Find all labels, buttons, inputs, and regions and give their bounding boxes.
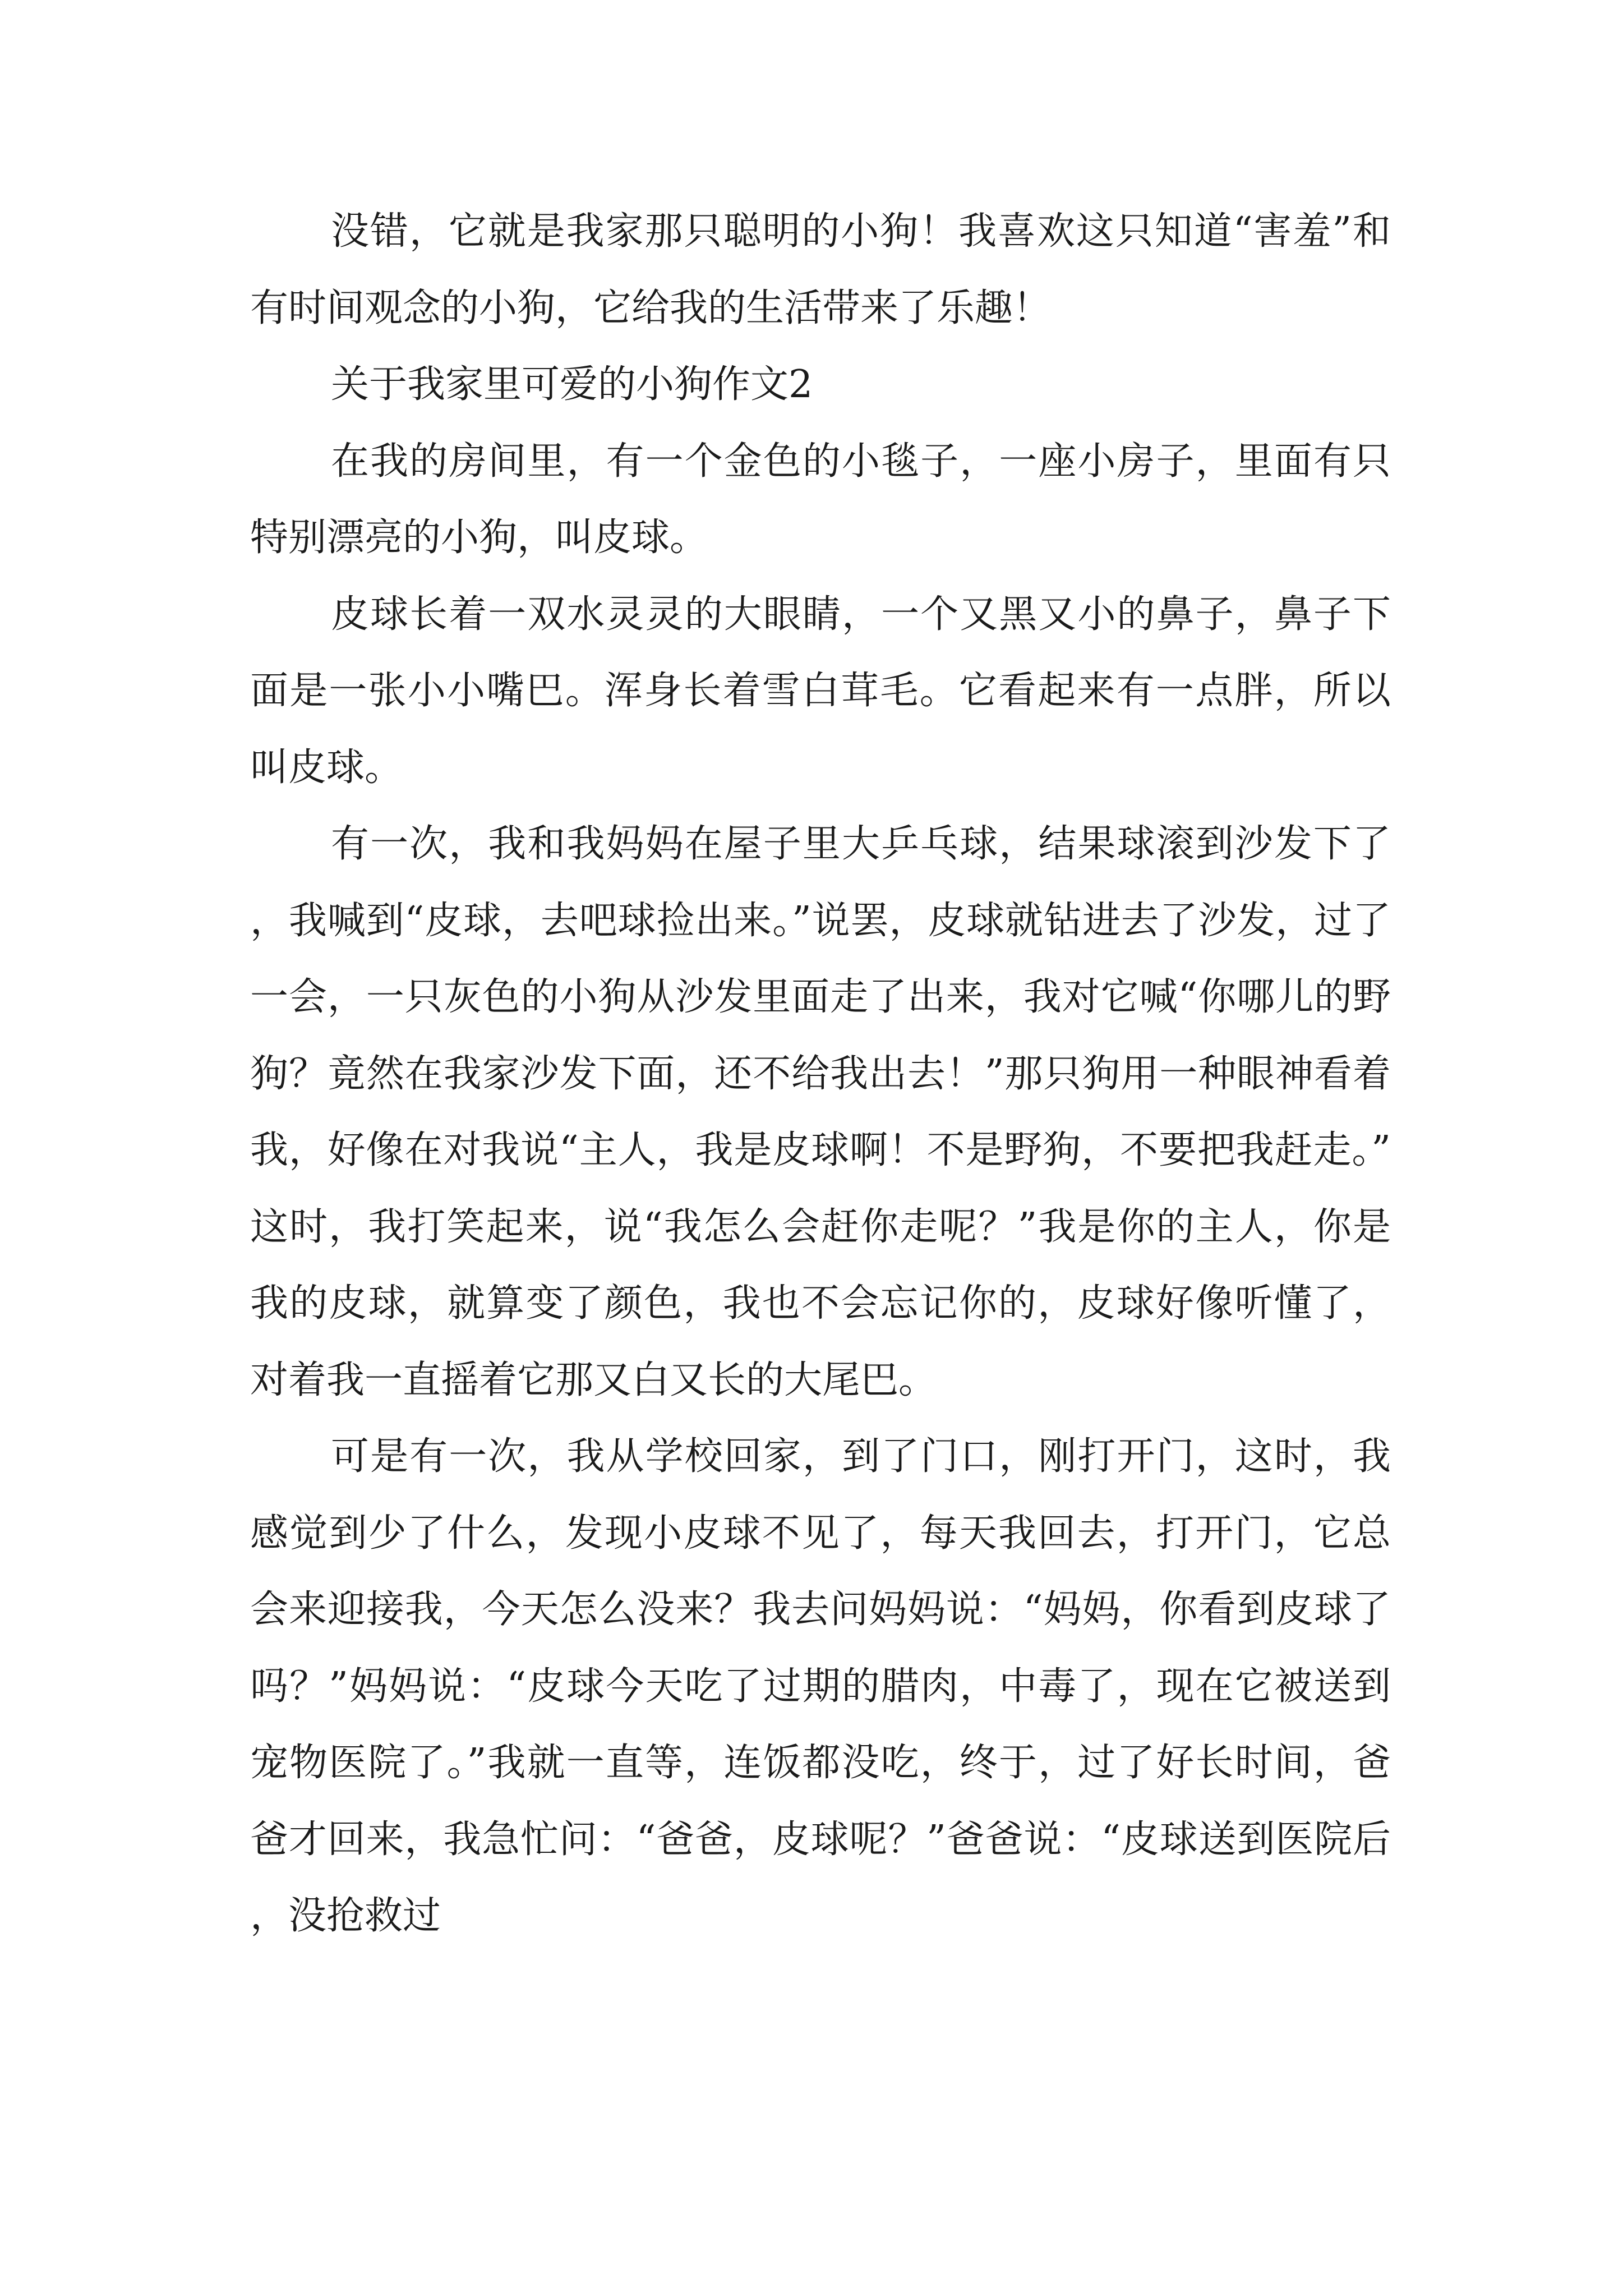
essay-paragraph: 皮球长着一双水灵灵的大眼睛，一个又黑又小的鼻子，鼻子下面是一张小小嘴巴。浑身长着雪白茸毛。它看起来有一点胖，所以叫皮球。 <box>250 592 1391 790</box>
essay-paragraph-closing: 没错，它就是我家那只聪明的小狗！我喜欢这只知道“害羞”和有时间观念的小狗，它给我的生活带来了乐趣！ <box>250 209 1391 330</box>
essay-paragraph: 在我的房间里，有一个金色的小毯子，一座小房子，里面有只特别漂亮的小狗，叫皮球。 <box>250 439 1391 560</box>
essay-title: 关于我家里可爱的小狗作文2 <box>331 362 813 407</box>
essay-paragraph: 有一次，我和我妈妈在屋子里大乒乓球，结果球滚到沙发下了，我喊到“皮球，去吧球捡出来。”说罢，皮球就钻进去了沙发，过了一会，一只灰色的小狗从沙发里面走了出来，我对它喊“你哪儿的野狗？竟然在我家沙发下面，还不给我出去！”那只狗用一种眼神看着我，好像在对我说“主人，我是皮球啊！不是野狗，不要把我赶走。”这时，我打笑起来，说“我怎么会赶你走呢？”我是你的主人，你是我的皮球，就算变了颜色，我也不会忘记你的，皮球好像听懂了，对着我一直摇着它那又白又长的大尾巴。 <box>250 822 1391 1402</box>
essay-paragraph: 可是有一次，我从学校回家，到了门口，刚打开门，这时，我感觉到少了什么，发现小皮球不见了，每天我回去，打开门，它总会来迎接我，今天怎么没来？我去问妈妈说：“妈妈，你看到皮球了吗？”妈妈说：“皮球今天吃了过期的腊肉，中毒了，现在它被送到宠物医院了。”我就一直等，连饭都没吃，终于，过了好长时间，爸爸才回来，我急忙问：“爸爸，皮球呢？”爸爸说：“皮球送到医院后，没抢救过 <box>250 1434 1391 1938</box>
essay-body <box>250 194 1391 1955</box>
